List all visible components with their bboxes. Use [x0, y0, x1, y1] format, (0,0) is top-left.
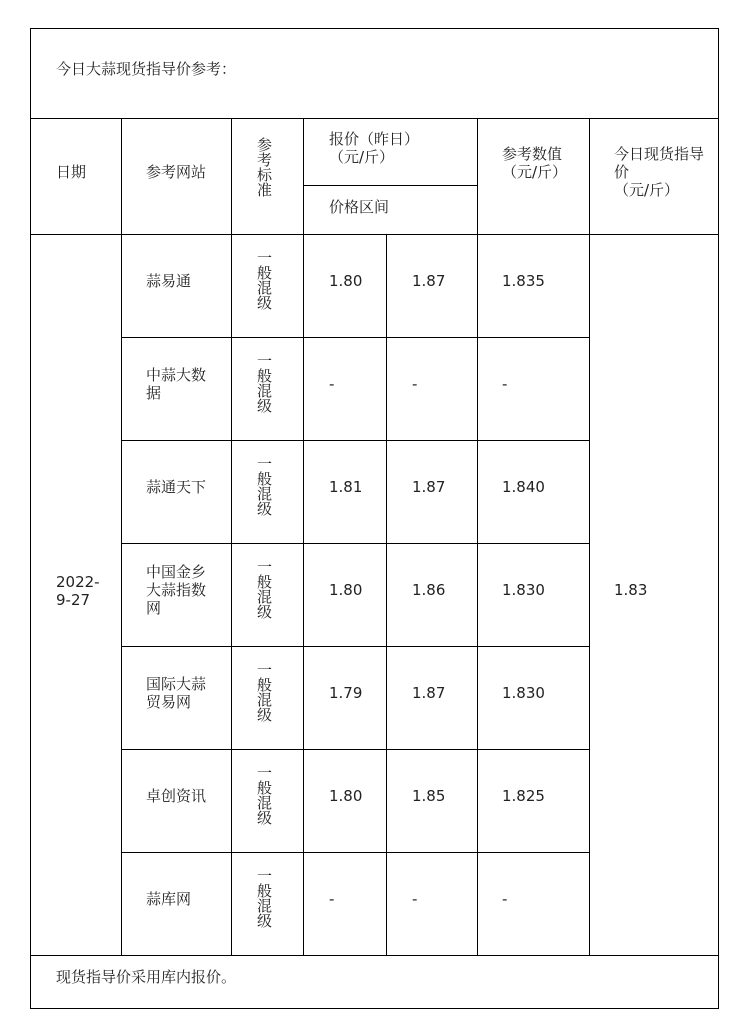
price-high: 1.87: [412, 684, 446, 702]
price-low: 1.79: [329, 684, 363, 702]
header-guide-unit: （元/斤）: [614, 181, 680, 199]
price-low: 1.80: [329, 272, 363, 290]
ref-value: 1.825: [502, 787, 545, 805]
column-divider: [589, 118, 590, 955]
header-price: 报价（昨日）: [329, 130, 420, 148]
standard-cell: 一般混级: [255, 662, 273, 722]
header-ref-value: 参考数值（元/斤）: [502, 145, 568, 181]
price-high: 1.87: [412, 478, 446, 496]
ref-value: 1.840: [502, 478, 545, 496]
standard-cell: 一般混级: [255, 868, 273, 928]
site-name: 蒜库网: [146, 890, 192, 908]
column-divider: [303, 118, 304, 955]
header-guide-price: 今日现货指导价: [614, 145, 705, 181]
row-divider: [121, 852, 589, 853]
row-divider: [121, 543, 589, 544]
row-divider: [121, 749, 589, 750]
site-name: 卓创资讯: [146, 787, 207, 805]
row-divider: [121, 440, 589, 441]
standard-cell: 一般混级: [255, 353, 273, 413]
column-divider: [386, 234, 387, 955]
site-name: 中蒜大数据: [146, 366, 207, 402]
column-divider: [231, 118, 232, 955]
price-low: 1.80: [329, 581, 363, 599]
ref-value: -: [502, 375, 508, 393]
header-price-unit: （元/斤）: [329, 148, 395, 166]
site-name: 国际大蒜贸易网: [146, 675, 207, 711]
price-high: -: [412, 890, 418, 908]
price-high: 1.85: [412, 787, 446, 805]
header-date: 日期: [56, 163, 87, 181]
standard-cell: 一般混级: [255, 250, 273, 310]
standard-cell: 一般混级: [255, 456, 273, 516]
footnote: 现货指导价采用库内报价。: [56, 968, 237, 986]
price-low: 1.80: [329, 787, 363, 805]
header-price-range: 价格区间: [329, 198, 390, 216]
row-divider: [30, 955, 719, 956]
column-divider: [477, 118, 478, 955]
row-divider: [121, 646, 589, 647]
price-high: 1.87: [412, 272, 446, 290]
price-low: 1.81: [329, 478, 363, 496]
row-divider: [30, 118, 719, 119]
row-divider: [303, 185, 477, 186]
price-low: -: [329, 890, 335, 908]
site-name: 蒜通天下: [146, 478, 207, 496]
header-standard: 参考标准: [255, 137, 273, 197]
ref-value: 1.830: [502, 684, 545, 702]
ref-value: 1.835: [502, 272, 545, 290]
standard-cell: 一般混级: [255, 559, 273, 619]
price-low: -: [329, 375, 335, 393]
guide-price-cell: 1.83: [614, 581, 648, 599]
price-high: -: [412, 375, 418, 393]
row-divider: [30, 234, 719, 235]
price-high: 1.86: [412, 581, 446, 599]
site-name: 蒜易通: [146, 272, 192, 290]
ref-value: -: [502, 890, 508, 908]
table-title: 今日大蒜现货指导价参考：: [56, 60, 237, 78]
site-name: 中国金乡大蒜指数网: [146, 563, 207, 617]
standard-cell: 一般混级: [255, 765, 273, 825]
ref-value: 1.830: [502, 581, 545, 599]
date-cell: 2022-9-27: [56, 573, 100, 609]
row-divider: [121, 337, 589, 338]
column-divider: [121, 118, 122, 955]
header-site: 参考网站: [146, 163, 207, 181]
